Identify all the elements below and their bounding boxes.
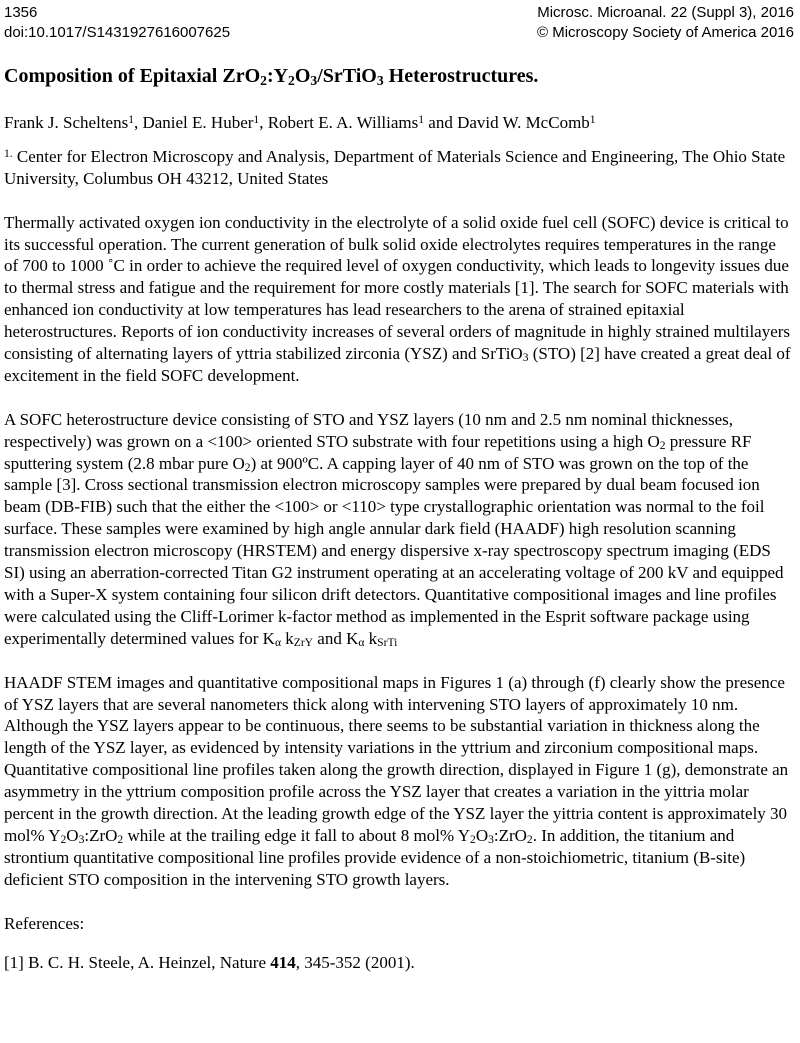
header-left (4, 3, 230, 43)
references-heading: References: (4, 913, 85, 933)
doi: doi:10.1017/S1431927616007625 (4, 24, 231, 41)
reference-item-1: [1] B. C. H. Steele, A. Heinzel, Nature 414, 345-352 (2001). (4, 953, 415, 973)
journal-citation: Microsc. Microanal. 22 (Suppl 3), 2016 (537, 4, 794, 21)
abstract-paragraph-1: Thermally activated oxygen ion conductivity in the electrolyte of a solid oxide fuel cell (SOFC) device is critical to its successful operation. The current generation of bulk solid oxide electrolytes requires temperatures in the range of 700 to 1000 ˚C in order to achieve the required level of oxygen conductivity, which leads to longevity issues due to thermal stress and fatigue and the requirement for more costly materials [1]. The search for SOFC materials with enhanced ion conductivity at low temperatures has lead researchers to the arena of strained epitaxial heterostructures. Reports of ion conductivity increases of several orders of magnitude in highly strained multilayers consisting of alternating layers of yttria stabilized zirconia (YSZ) and SrTiO$_3$ (STO) [2] have created a great deal of excitement in the field SOFC development. (4, 212, 791, 385)
affiliation: $^{1.}$ Center for Electron Microscopy and Analysis, Department of Materials Science and Engineering, The Ohio State University, Columbus OH 43212, United States (4, 146, 786, 188)
page-number: 1356 (4, 4, 38, 21)
paper-title: Composition of Epitaxial $ZrO_2:Y_2O_3/SrTiO_3$ Heterostructures. (4, 65, 539, 88)
abstract-paragraph-3: HAADF STEM images and quantitative compositional maps in Figures 1 (a) through (f) clearly show the presence of YSZ layers that are several nanometers thick along with intervening STO layers of approximately 10 nm. Although the YSZ layers appear to be continuous, there seems to be substantial variation in thickness along the length of the YSZ layer, as evidenced by intensity variations in the yttrium and zirconium compositional maps. Quantitative compositional line profiles taken along the growth direction, displayed in Figure 1 (g), demonstrate an asymmetry in the yttrium composition profile across the YSZ layer that creates a variation in the yittria molar percent in the growth direction. At the leading growth edge of the YSZ layer the yittria content is approximately 30 mol% $Y_2O_3:ZrO_2$ while at the trailing edge it fall to about 8 mol% $Y_2O_3:ZrO_2$. In addition, the titanium and strontium quantitative compositional line profiles provide evidence of a non-stoichiometric, titanium (B-site) deficient STO composition in the intervening STO growth layers. (4, 672, 789, 889)
abstract-paragraph-2: A SOFC heterostructure device consisting of STO and YSZ layers (10 nm and 2.5 nm nominal thicknesses, respectively) was grown on a <100> oriented STO substrate with four repetitions using a high $O_2$ pressure RF sputtering system (2.8 mbar pure $O_2$) at 900ºC. A capping layer of 40 nm of STO was grown on the top of the sample [3]. Cross sectional transmission electron microscopy samples were prepared by dual beam focused ion beam (DB-FIB) such that the either the <100> or <110> type crystallographic orientation was normal to the foil surface. These samples were examined by high angle annular dark field (HAADF) high resolution scanning transmission electron microscopy (HRSTEM) and energy dispersive x-ray spectroscopy spectrum imaging (EDS SI) using an aberration-corrected Titan G2 instrument operating at an accelerating voltage of 200 kV and equipped with a Super-X system containing four silicon drift detectors. Quantitative compositional images and line profiles were calculated using the Cliff-Lorimer k-factor method as implemented in the Esprit software package using experimentally determined values for $K_\alpha$ $k_{ZrY}$ and $K_\alpha$ $k_{SrTi}$ (4, 409, 784, 650)
copyright-notice: © Microscopy Society of America 2016 (537, 24, 794, 41)
author-list: Frank J. Scheltens$^1$, Daniel E. Huber$^1$, Robert E. A. Williams$^1$ and David W. McComb$^1$ (4, 112, 596, 132)
header-right (537, 3, 794, 43)
journal-header (4, 3, 794, 43)
